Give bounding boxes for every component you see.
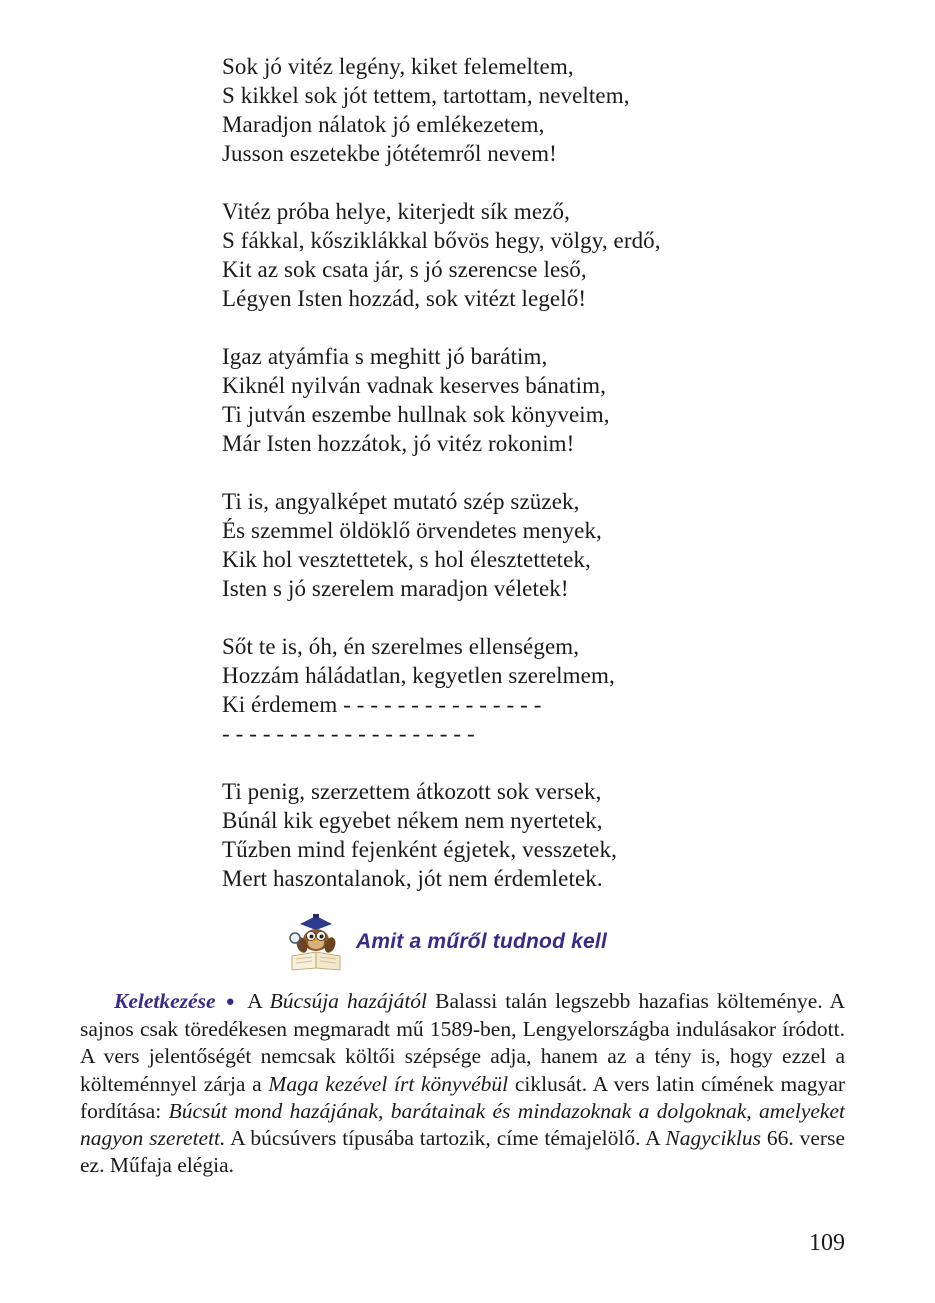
poem-line: Sok jó vitéz legény, kiket felemeltem,	[222, 54, 574, 79]
paragraph-body	[80, 988, 845, 1179]
work-title: Maga kezével írt könyvébül	[268, 1071, 509, 1096]
poem-line: Ti is, angyalképet mutató szép szüzek,	[222, 489, 580, 514]
poem	[222, 52, 862, 922]
stanza-2	[222, 197, 862, 313]
poem-line: Tűzben mind fejenként égjetek, vesszetek,	[222, 837, 617, 862]
poem-line: Ki érdemem - - - - - - - - - - - - - - -	[222, 692, 542, 717]
translated-title: Búcsút mond hazájának, barátainak és mindazoknak a dolgoknak, amelyeket nagyon szeretett.	[80, 1098, 845, 1151]
text-run: A	[240, 989, 270, 1013]
poem-line: Hozzám háládatlan, kegyetlen szerelmem,	[222, 663, 615, 688]
stanza-1	[222, 52, 862, 168]
section-heading	[286, 912, 607, 972]
poem-line: Vitéz próba helye, kiterjedt sík mező,	[222, 199, 570, 224]
poem-line: Légyen Isten hozzád, sok vitézt legelő!	[222, 286, 587, 311]
poem-line: Kik hol vesztettetek, s hol élesztettetek,	[222, 547, 591, 572]
poem-line: S kikkel sok jót tettem, tartottam, neveltem,	[222, 83, 630, 108]
stanza-5	[222, 632, 862, 748]
poem-line: És szemmel öldöklő örvendetes menyek,	[222, 518, 602, 543]
poem-line: Ti jutván eszembe hullnak sok könyveim,	[222, 402, 610, 427]
poem-line: Már Isten hozzátok, jó vitéz rokonim!	[222, 431, 575, 456]
text-run: ciklusát. A vers latin címének magyar fordítása:	[80, 1071, 846, 1123]
poem-line: - - - - - - - - - - - - - - - - - - -	[222, 721, 475, 746]
poem-line: S fákkal, kősziklákkal bővös hegy, völgy, erdő,	[222, 228, 661, 253]
poem-line: Sőt te is, óh, én szerelmes ellenségem,	[222, 634, 580, 659]
reading-owl-icon	[286, 912, 346, 972]
poem-line: Kit az sok csata jár, s jó szerencse leső,	[222, 257, 587, 282]
work-title: Nagyciklus	[665, 1126, 761, 1151]
poem-line: Búnál kik egyebet nékem nem nyertetek,	[222, 808, 603, 833]
poem-line: Maradjon nálatok jó emlékezetem,	[222, 112, 545, 137]
stanza-6	[222, 777, 862, 893]
text-run: 66. verse ez. Műfaja elégia.	[80, 1126, 845, 1178]
text-run: A búcsúvers típusába tartozik, címe témajelölő. A	[225, 1126, 666, 1151]
text-run: Balassi talán legszebb hazafias költeménye. A sajnos csak töredékesen megmaradt mű 1589-ben, Lengyelországba indulásakor íródott. A vers jelentőségét nemcsak költői szépsége adja, hanem az a tény is, hogy ezzel a költeménnyel zárja a	[80, 989, 846, 1096]
stanza-4	[222, 487, 862, 603]
poem-line: Igaz atyámfia s meghitt jó barátim,	[222, 344, 548, 369]
bullet-icon: ●	[225, 994, 238, 1010]
work-title: Búcsúja hazájától	[269, 989, 428, 1013]
poem-line: Mert haszontalanok, jót nem érdemletek.	[222, 866, 603, 891]
poem-line: Kiknél nyilván vadnak keserves bánatim,	[222, 373, 606, 398]
poem-line: Ti penig, szerzettem átkozott sok versek,	[222, 779, 602, 804]
section-title: Amit a műről tudnod kell	[356, 930, 607, 953]
analysis-paragraph	[80, 988, 845, 1179]
poem-line: Jusson eszetekbe jótétemről nevem!	[222, 141, 557, 166]
poem-line: Isten s jó szerelem maradjon véletek!	[222, 576, 569, 601]
stanza-3	[222, 342, 862, 458]
paragraph-keyword: Keletkezése	[114, 989, 216, 1013]
page-number: 109	[809, 1230, 845, 1256]
